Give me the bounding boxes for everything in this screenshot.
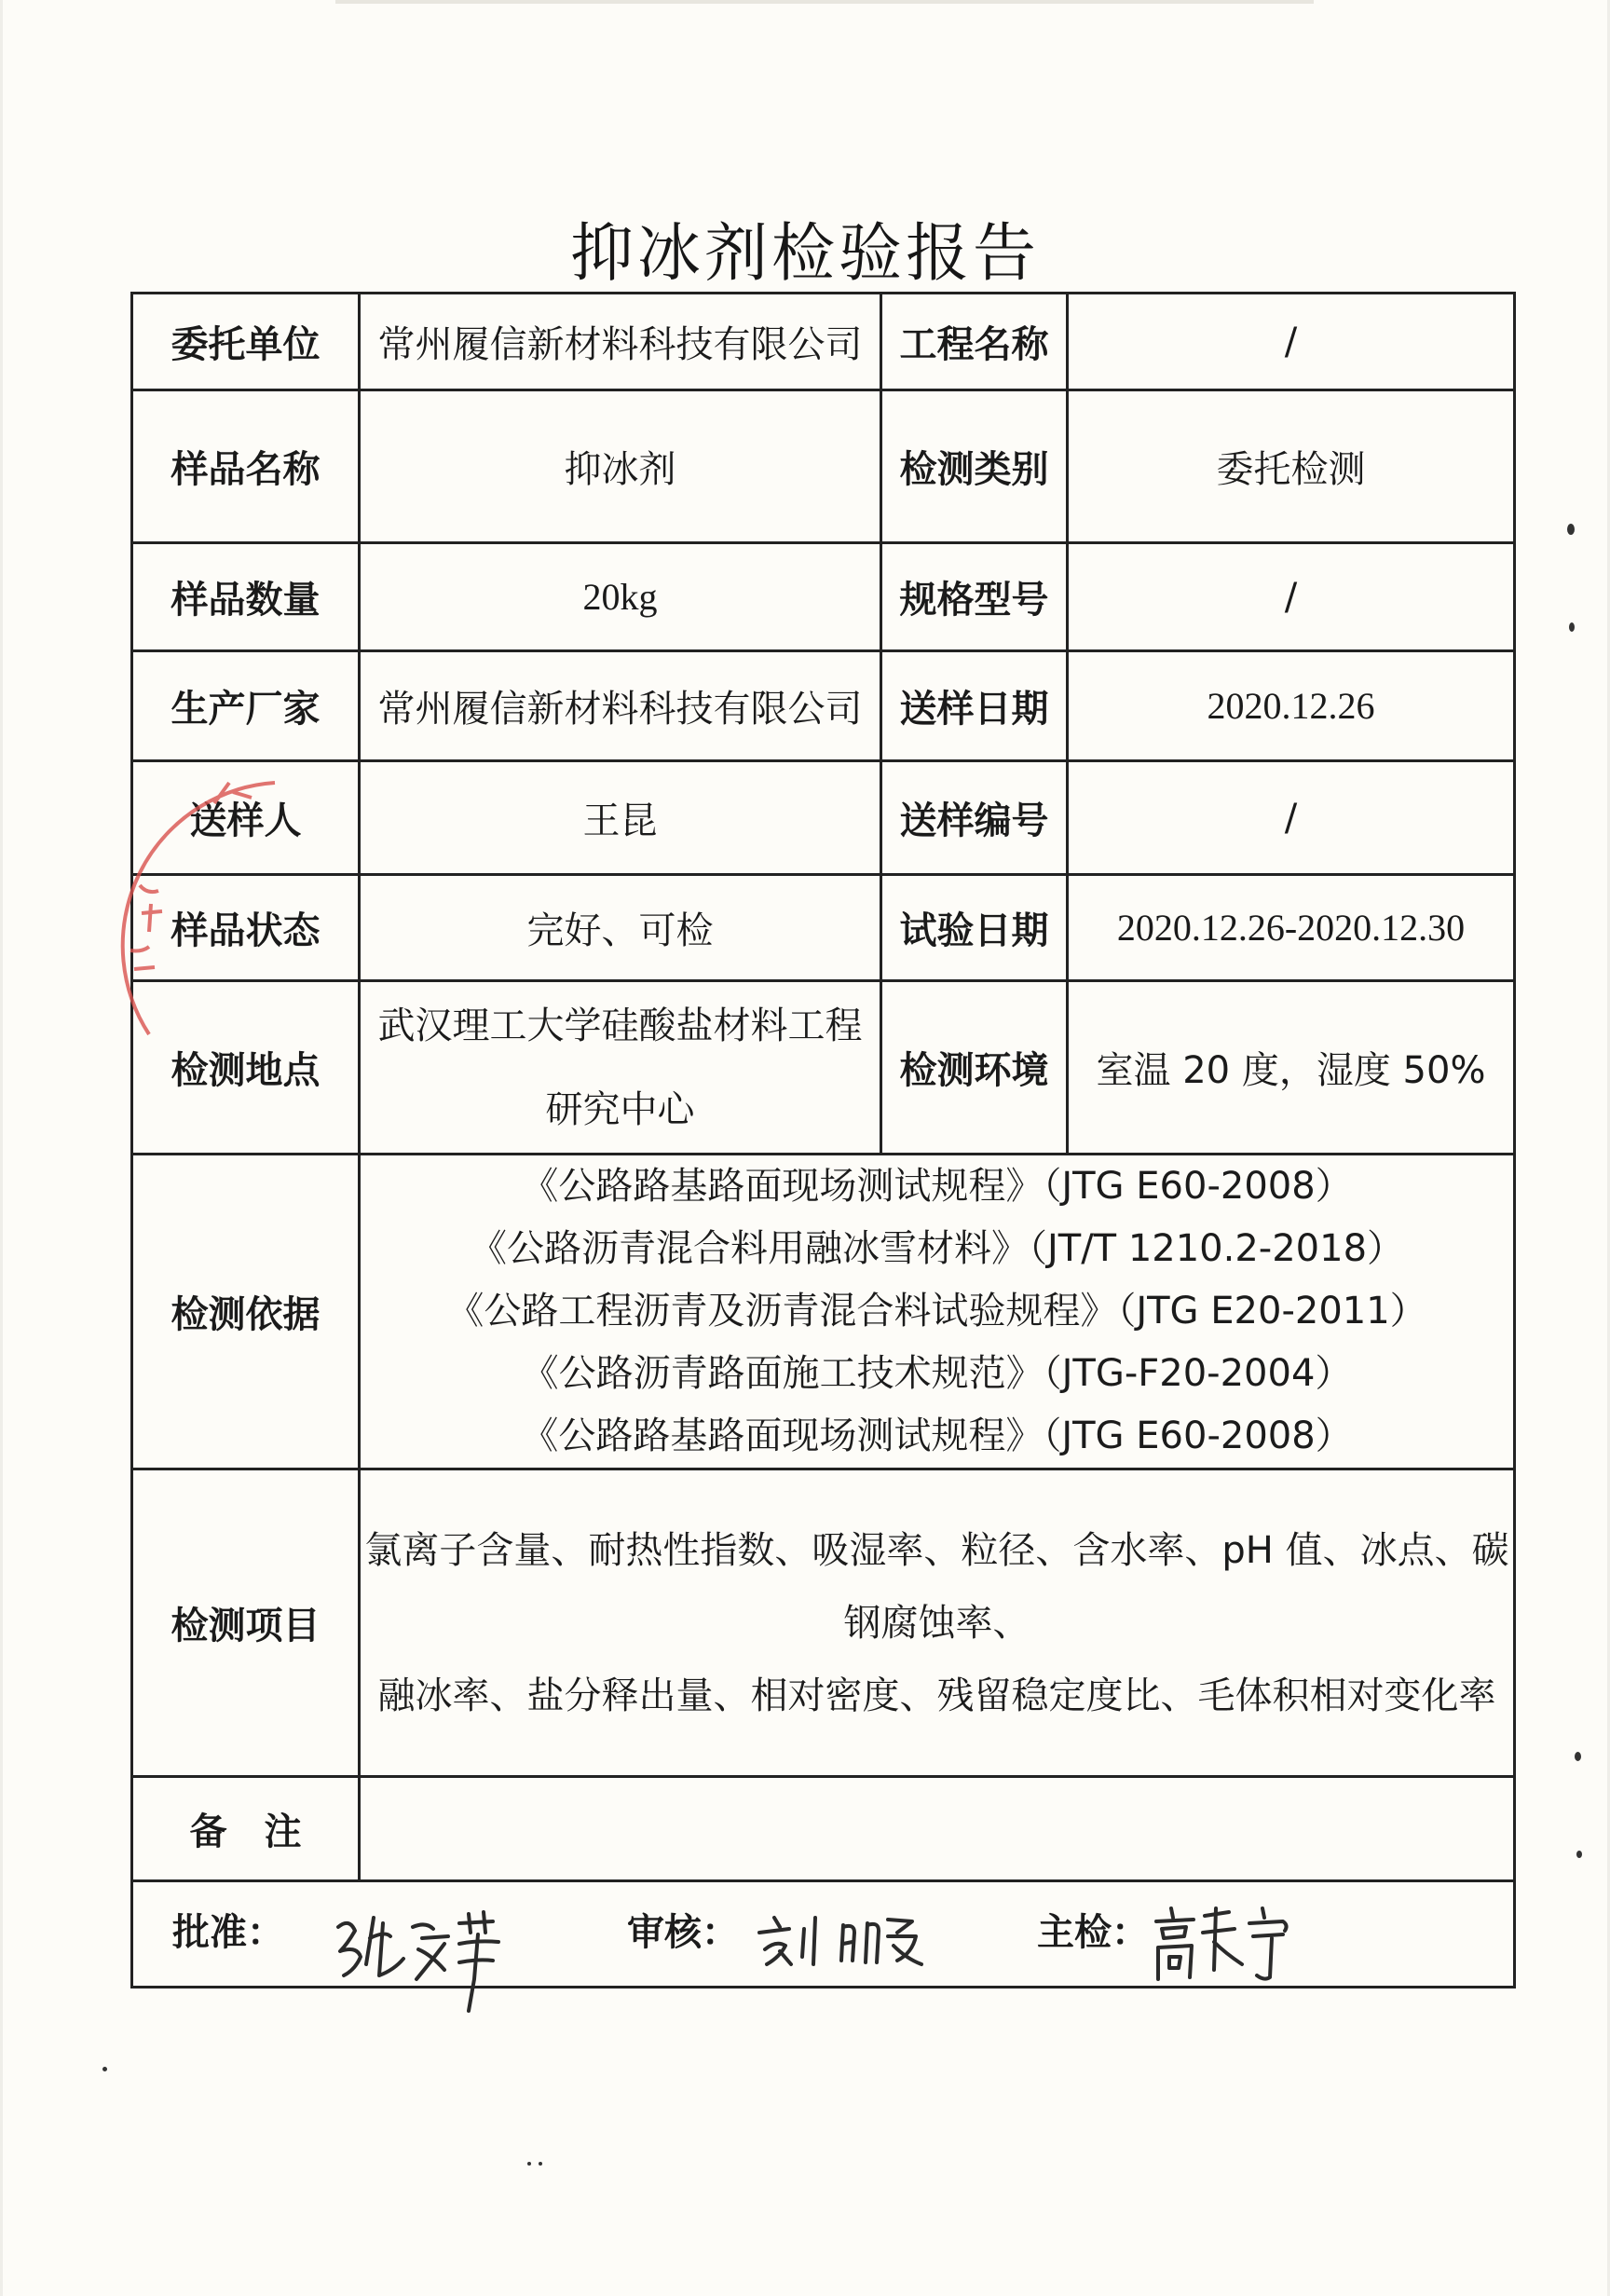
table-row	[132, 981, 1515, 1155]
delivery-date-label: 送样日期	[881, 651, 1068, 761]
test-items-line-2: 融冰率、盐分释出量、相对密度、残留稳定度比、毛体积相对变化率	[377, 1674, 1496, 1717]
manufacturer-value: 常州履信新材料科技有限公司	[360, 651, 881, 761]
sample-quantity-value: 20kg	[360, 543, 881, 651]
sample-quantity-label: 样品数量	[132, 543, 360, 651]
sample-number-label: 送样编号	[881, 761, 1068, 875]
test-basis-item: 《公路路基路面现场测试规程》（JTG E60-2008）	[521, 1165, 1353, 1208]
test-location-line-2: 研究中心	[545, 1087, 695, 1131]
test-basis-item: 《公路路基路面现场测试规程》（JTG E60-2008）	[521, 1414, 1353, 1457]
report-table	[130, 292, 1516, 1988]
approve-signature	[329, 1890, 608, 2011]
test-location-label: 检测地点	[132, 981, 360, 1155]
client-value: 常州履信新材料科技有限公司	[360, 294, 881, 390]
approve-label: 批准：	[172, 1911, 284, 1954]
project-label: 工程名称	[881, 294, 1068, 390]
review-label: 审核：	[627, 1911, 739, 1954]
document-title: 抑冰剂检验报告	[569, 217, 1040, 291]
test-basis-item: 《公路工程沥青及沥青混合料试验规程》（JTG E20-2011）	[446, 1290, 1427, 1332]
table-row	[132, 651, 1515, 761]
test-category-value: 委托检测	[1068, 390, 1515, 543]
check-block	[1037, 1903, 1149, 1956]
test-items-value	[360, 1469, 1515, 1777]
test-environment-label: 检测环境	[881, 981, 1068, 1155]
project-value: /	[1068, 294, 1515, 390]
test-date-value: 2020.12.26-2020.12.30	[1068, 875, 1515, 981]
table-row	[132, 1777, 1515, 1881]
test-basis-item: 《公路沥青路面施工技术规范》（JTG-F20-2004）	[521, 1352, 1353, 1395]
scan-speck	[1575, 1752, 1581, 1761]
approve-block	[172, 1903, 284, 1956]
scan-speck	[527, 2162, 531, 2166]
test-date-label: 试验日期	[881, 875, 1068, 981]
remark-label: 备 注	[132, 1777, 360, 1881]
test-basis-label: 检测依据	[132, 1155, 360, 1469]
check-label: 主检：	[1037, 1911, 1149, 1954]
delivery-date-value: 2020.12.26	[1068, 651, 1515, 761]
test-location-line-1: 武汉理工大学硅酸盐材料工程	[377, 1004, 863, 1047]
scan-speck	[1576, 1851, 1582, 1858]
table-row	[132, 543, 1515, 651]
test-category-label: 检测类别	[881, 390, 1068, 543]
table-row	[132, 390, 1515, 543]
client-label: 委托单位	[132, 294, 360, 390]
test-environment-value: 室温 20 度，湿度 50%	[1068, 981, 1515, 1155]
sample-status-label: 样品状态	[132, 875, 360, 981]
sender-label: 送样人	[132, 761, 360, 875]
signature-cell	[132, 1881, 1515, 1988]
sample-number-value: /	[1068, 761, 1515, 875]
remark-value	[360, 1777, 1515, 1881]
scan-speck	[1569, 622, 1575, 632]
test-items-line-1: 氯离子含量、耐热性指数、吸湿率、粒径、含水率、pH 值、冰点、碳钢腐蚀率、	[364, 1528, 1509, 1645]
spec-model-value: /	[1068, 543, 1515, 651]
table-row	[132, 294, 1515, 390]
sample-status-value: 完好、可检	[360, 875, 881, 981]
test-location-value	[360, 981, 881, 1155]
table-row	[132, 1155, 1515, 1469]
check-signature	[1149, 1895, 1372, 1988]
sender-value: 王昆	[360, 761, 881, 875]
scan-edge-mark	[335, 0, 1314, 4]
sample-name-value: 抑冰剂	[360, 390, 881, 543]
review-block	[627, 1903, 739, 1956]
table-row	[132, 875, 1515, 981]
scan-speck	[102, 2067, 107, 2071]
test-basis-item: 《公路沥青混合料用融冰雪材料》（JT/T 1210.2-2018）	[469, 1227, 1405, 1270]
manufacturer-label: 生产厂家	[132, 651, 360, 761]
table-row	[132, 1469, 1515, 1777]
sample-name-label: 样品名称	[132, 390, 360, 543]
test-basis-list	[360, 1155, 1515, 1469]
scan-speck	[539, 2162, 542, 2166]
table-row	[132, 761, 1515, 875]
test-items-label: 检测项目	[132, 1469, 360, 1777]
review-signature	[748, 1899, 972, 1983]
signature-row	[132, 1881, 1515, 1988]
spec-model-label: 规格型号	[881, 543, 1068, 651]
scan-speck	[1567, 524, 1575, 535]
